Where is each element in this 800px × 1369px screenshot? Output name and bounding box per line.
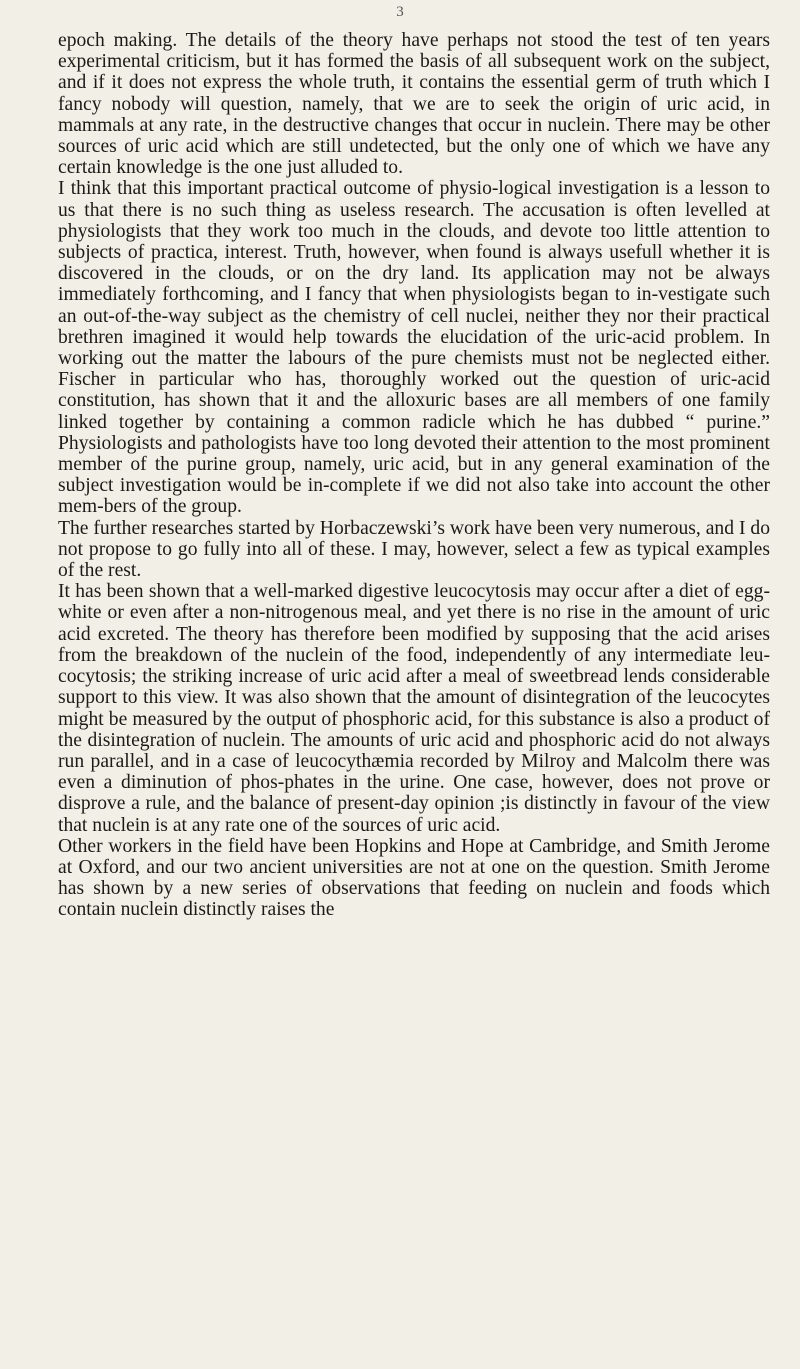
paragraph-4: It has been shown that a well-marked digestive leucocytosis may occur after a diet of egg-white or even after a non-nitrogenous meal, and yet there is no rise in the amount of uric acid excreted. The theory has therefore been modified by supposing that the acid arises from the breakdown of the nuclein of the food, independently of any intermediate leu-cocytosis; the striking increase of uric acid after a meal of sweetbread lends considerable support to this view. It was also shown that the amount of disintegration of the leucocytes might be measured by the output of phosphoric acid, for this substance is also a product of the disintegration of nuclein. The amounts of uric acid and phosphoric acid do not always run parallel, and in a case of leucocythæmia recorded by Milroy and Malcolm there was even a diminution of phos-phates in the urine. One case, however, does not prove or disprove a rule, and the balance of present-day opinion ;is distinctly in favour of the view that nuclein is at any rate one of the sources of uric acid. bbox=[58, 581, 770, 836]
paragraph-1: epoch making. The details of the theory have perhaps not stood the test of ten years experimental criticism, but it has formed the basis of all subsequent work on the subject, and if it does not express the whole truth, it contains the essential germ of truth which I fancy nobody will question, namely, that we are to seek the origin of uric acid, in mammals at any rate, in the destructive changes that occur in nuclein. There may be other sources of uric acid which are still undetected, but the only one of which we have any certain knowledge is the one just alluded to. bbox=[58, 30, 770, 179]
paragraph-5: Other workers in the field have been Hopkins and Hope at Cambridge, and Smith Jerome at Oxford, and our two ancient universities are not at one on the question. Smith Jerome has shown by a new series of observations that feeding on nuclein and foods which contain nuclein distinctly raises the bbox=[58, 835, 770, 921]
paragraph-2: I think that this important practical outcome of physio-logical investigation is a lesson to us that there is no such thing as useless research. The accusation is often levelled at physiologists that they work too much in the clouds, and devote too little attention to subjects of practica, interest. Truth, however, when found is always usefull whether it is discovered in the clouds, or on the dry land. Its application may not be always immediately forthcoming, and I fancy that when physiologists began to in-vestigate such an out-of-the-way subject as the chemistry of cell nuclei, neither they nor their practical brethren imagined it would help towards the elucidation of the uric-acid problem. In working out the matter the labours of the pure chemists must not be neglected either. Fischer in particular who has, thoroughly worked out the question of uric-acid constitution, has shown that it and the alloxuric bases are all members of one family linked together by containing a common radicle which he has dubbed “ purine.” Physiologists and pathologists have too long devoted their attention to the most prominent member of the purine group, namely, uric acid, but in any general examination of the subject investigation would be in-complete if we did not also take into account the other mem-bers of the group. bbox=[58, 178, 770, 518]
paragraph-3: The further researches started by Horbaczewski’s work have been very numerous, and I do not propose to go fully into all of these. I may, however, select a few as typical examples of the rest. bbox=[58, 517, 770, 582]
page-number: 3 bbox=[396, 4, 404, 20]
body-text bbox=[58, 30, 770, 921]
